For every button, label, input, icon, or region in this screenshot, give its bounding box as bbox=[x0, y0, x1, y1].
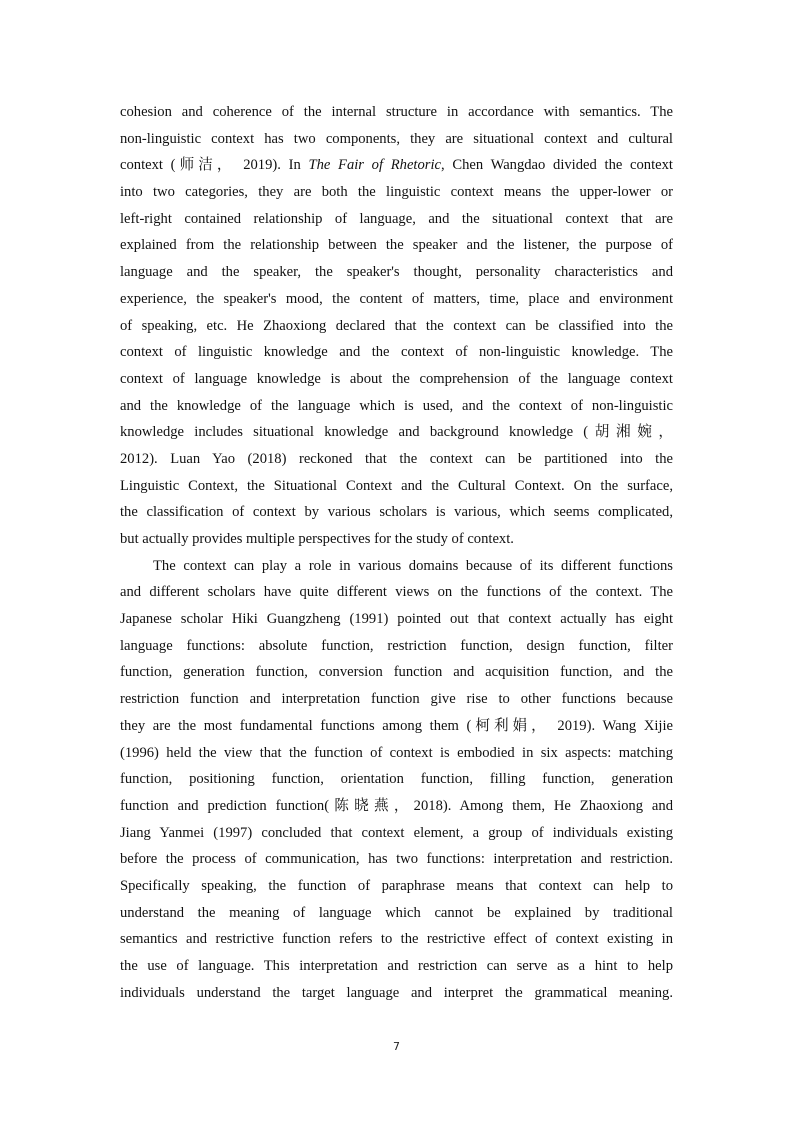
paragraph-1-line-11: context of language knowledge is about the comprehension of the language context bbox=[120, 370, 673, 387]
paragraph-2-line-2: and different scholars have quite different views on the functions of the context. The bbox=[120, 584, 673, 601]
paragraph-1-line-10: context of linguistic knowledge and the context of non-linguistic knowledge. The bbox=[120, 344, 673, 361]
paragraph-2-line-7: they are the most fundamental functions among them (柯利娟， 2019). Wang Xijie bbox=[120, 717, 673, 734]
paragraph-2-line-10: function and prediction function(陈晓燕，2018). Among them, He Zhaoxiong and bbox=[120, 797, 673, 814]
paragraph-1-line-3: context (师洁， 2019). In The Fair of Rhetoric, Chen Wangdao divided the context bbox=[120, 157, 673, 174]
paragraph-2-line-9: function, positioning function, orientation function, filling function, generation bbox=[120, 771, 673, 788]
paragraph-1-line-5: left-right contained relationship of language, and the situational context that are bbox=[120, 210, 673, 227]
paragraph-1-line-4: into two categories, they are both the linguistic context means the upper-lower or bbox=[120, 184, 673, 201]
paragraph-2-line-13: Specifically speaking, the function of paraphrase means that context can help to bbox=[120, 877, 673, 894]
paragraph-1-line-12: and the knowledge of the language which is used, and the context of non-linguistic bbox=[120, 397, 673, 414]
paragraph-1-line-16: the classification of context by various scholars is various, which seems complicated, bbox=[120, 504, 673, 521]
book-title: The Fair of Rhetoric bbox=[308, 157, 441, 174]
paragraph-1-line-2: non-linguistic context has two components, they are situational context and cultural bbox=[120, 130, 673, 147]
paragraph-2-line-15: semantics and restrictive function refers to the restrictive effect of context existing in bbox=[120, 931, 673, 948]
paragraph-1-line-17: but actually provides multiple perspectives for the study of context. bbox=[120, 531, 514, 547]
paragraph-1-line-7: language and the speaker, the speaker's thought, personality characteristics and bbox=[120, 264, 673, 281]
paragraph-2-line-11: Jiang Yanmei (1997) concluded that context element, a group of individuals existing bbox=[120, 824, 673, 841]
paragraph-1-line-15: Linguistic Context, the Situational Context and the Cultural Context. On the surface, bbox=[120, 477, 673, 494]
paragraph-2-line-3: Japanese scholar Hiki Guangzheng (1991) pointed out that context actually has eight bbox=[120, 611, 673, 628]
paragraph-2-line-1: The context can play a role in various domains because of its different functions bbox=[153, 557, 673, 574]
paragraph-1-line-14: 2012). Luan Yao (2018) reckoned that the context can be partitioned into the bbox=[120, 450, 673, 467]
paragraph-1-line-9: of speaking, etc. He Zhaoxiong declared that the context can be classified into the bbox=[120, 317, 673, 334]
paragraph-1-line-13: knowledge includes situational knowledge and background knowledge (胡湘婉， bbox=[120, 424, 673, 441]
paragraph-2-line-14: understand the meaning of language which cannot be explained by traditional bbox=[120, 904, 673, 921]
paragraph-2-line-16: the use of language. This interpretation and restriction can serve as a hint to help bbox=[120, 958, 673, 974]
paragraph-2-line-8: (1996) held the view that the function of context is embodied in six aspects: matching bbox=[120, 744, 673, 761]
paragraph-1-line-1: cohesion and coherence of the internal structure in accordance with semantics. The bbox=[120, 104, 673, 120]
paragraph-2-line-4: language functions: absolute function, restriction function, design function, filter bbox=[120, 637, 673, 654]
paragraph-2-line-5: function, generation function, conversion function and acquisition function, and the bbox=[120, 664, 673, 681]
paragraph-2-line-6: restriction function and interpretation function give rise to other functions because bbox=[120, 691, 673, 708]
paragraph-2-line-17: individuals understand the target language and interpret the grammatical meaning. bbox=[120, 984, 673, 1001]
paragraph-2-line-12: before the process of communication, has two functions: interpretation and restriction. bbox=[120, 851, 673, 868]
page-number: 7 bbox=[393, 1040, 400, 1053]
paragraph-1-line-8: experience, the speaker's mood, the content of matters, time, place and environment bbox=[120, 290, 673, 307]
paragraph-1-line-6: explained from the relationship between the speaker and the listener, the purpose of bbox=[120, 237, 673, 254]
body-text bbox=[120, 99, 673, 1006]
